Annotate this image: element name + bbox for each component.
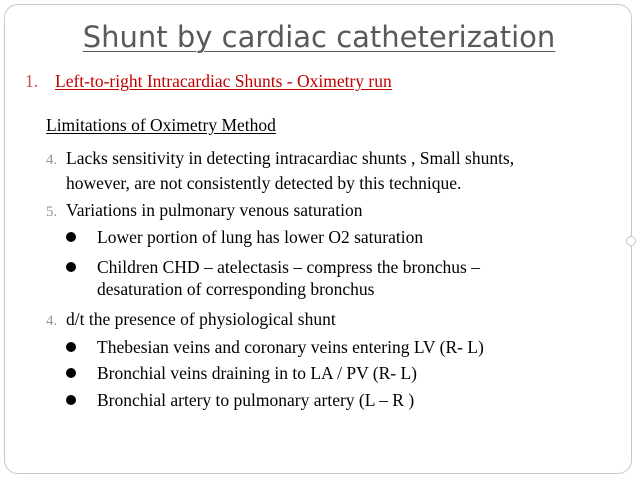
list-item-text: d/t the presence of physiological shunt [66, 309, 336, 329]
section-heading-text: Left-to-right Intracardiac Shunts - Oximetry run [55, 71, 392, 91]
bullet-dot-icon [66, 262, 76, 272]
bullet-dot-icon [66, 368, 76, 378]
bullet-text-continued: desaturation of corresponding bronchus [97, 279, 375, 299]
section-heading [25, 71, 392, 95]
list-item-number: 4. [46, 152, 58, 168]
list-item-text: Variations in pulmonary venous saturation [66, 200, 363, 220]
bullet-text: Bronchial artery to pulmonary artery (L – R ) [97, 390, 415, 410]
slide-title: Shunt by cardiac catheterization [82, 20, 556, 54]
limitations-subheading: Limitations of Oximetry Method [46, 115, 276, 135]
list-item-number: 5. [46, 204, 58, 220]
list-item-variations [46, 199, 362, 223]
bullet-text: Children CHD – atelectasis – compress the bronchus – [97, 257, 480, 277]
bullet-text: Thebesian veins and coronary veins entering LV (R- L) [97, 337, 484, 357]
list-item-sensitivity [46, 147, 514, 194]
bullet-text: Bronchial veins draining in to LA / PV (R- L) [97, 363, 417, 383]
bullet-dot-icon [66, 232, 76, 242]
bullet-text: Lower portion of lung has lower O2 saturation [97, 227, 424, 247]
section-heading-number: 1. [25, 71, 39, 91]
list-item-number: 4. [46, 313, 58, 329]
bullet-dot-icon [66, 395, 76, 405]
bullet-dot-icon [66, 342, 76, 352]
list-item-physiological-shunt [46, 308, 336, 332]
list-item-text: Lacks sensitivity in detecting intracardiac shunts , Small shunts, [66, 148, 515, 168]
slide-edge-circle [626, 236, 636, 246]
list-item-text-continued: however, are not consistently detected by this technique. [66, 173, 462, 193]
